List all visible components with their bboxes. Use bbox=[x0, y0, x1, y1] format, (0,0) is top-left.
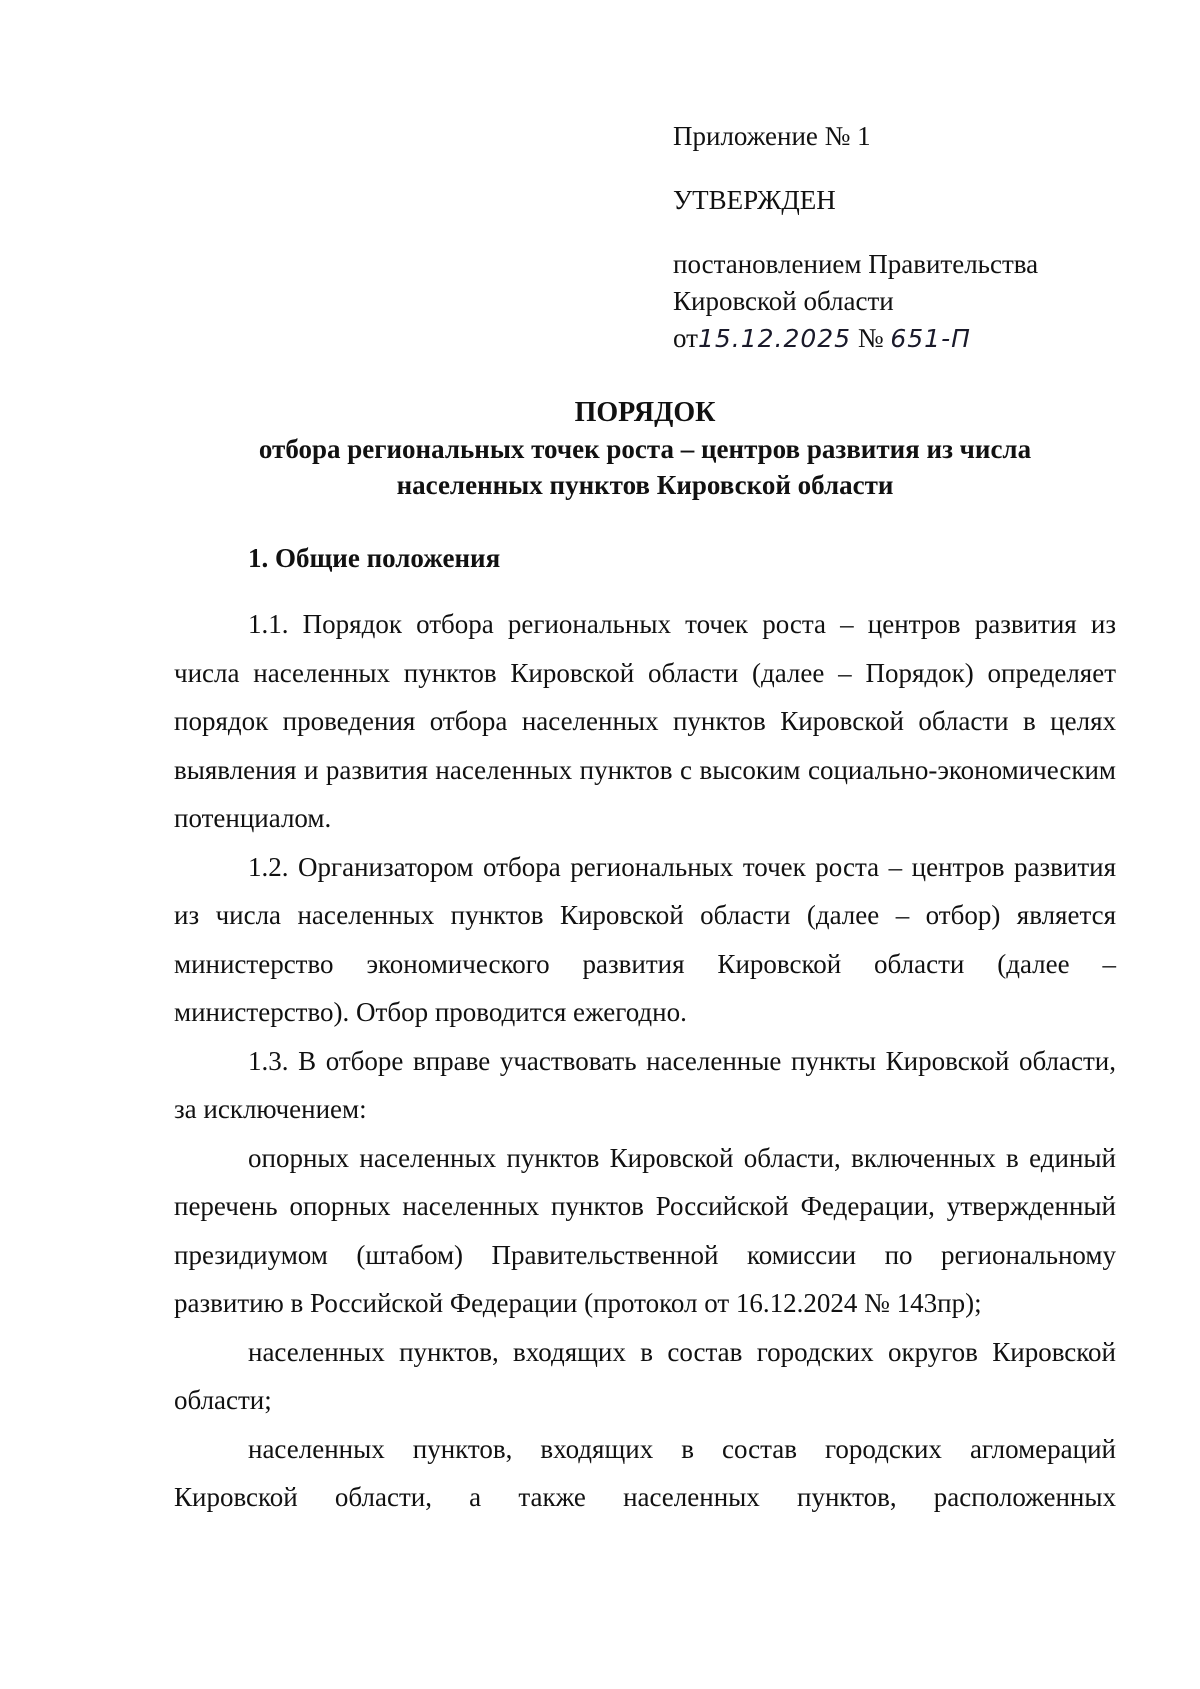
decree-line-1: постановлением Правительства bbox=[673, 249, 1039, 279]
number-prefix: № bbox=[857, 323, 884, 353]
handwritten-number: 651-П bbox=[890, 324, 971, 353]
exclusion-item-3: населенных пунктов, входящих в состав городских агломераций Кировской области, а также населенных пунктов, расположенных bbox=[174, 1433, 1116, 1512]
document-title-block bbox=[174, 395, 1116, 503]
document-subtitle-line-2: населенных пунктов Кировской области bbox=[396, 470, 894, 500]
exclusion-item-1: опорных населенных пунктов Кировской области, включенных в единый перечень опорных населенных пунктов Российской Федерации, утвержденный президиумом (штабом) Правительственной комиссии по региональному развитию в Российской Федерации (протокол от 16.12.2024 № 143пр); bbox=[174, 1142, 1116, 1318]
document-subtitle-line-1: отбора региональных точек роста – центров развития из числа bbox=[258, 434, 1032, 464]
section-heading: 1. Общие положения bbox=[248, 543, 501, 573]
decree-date-number bbox=[673, 320, 1113, 357]
paragraph-1-2: 1.2. Организатором отбора региональных точек роста – центров развития из числа населенных пунктов Кировской области (далее – отбор) является министерство экономического развития Кировской области (далее – министерство). Отбор проводится ежегодно. bbox=[174, 851, 1116, 1027]
approved-label: УТВЕРЖДЕН bbox=[673, 185, 836, 215]
document-body bbox=[174, 600, 1116, 1522]
paragraph-1-1: 1.1. Порядок отбора региональных точек роста – центров развития из числа населенных пунктов Кировской области (далее – Порядок) определяет порядок проведения отбора населенных пунктов Кировской области в целях выявления и развития населенных пунктов с высоким социально-экономическим потенциалом. bbox=[174, 609, 1116, 833]
approval-stamp-block bbox=[673, 118, 1113, 357]
exclusion-item-2: населенных пунктов, входящих в состав городских округов Кировской области; bbox=[174, 1336, 1116, 1415]
paragraph-1-3: 1.3. В отборе вправе участвовать населенные пункты Кировской области, за исключением: bbox=[174, 1045, 1116, 1124]
decree-line-2: Кировской области bbox=[673, 286, 894, 316]
appendix-label: Приложение № 1 bbox=[673, 121, 871, 151]
document-title: ПОРЯДОК bbox=[574, 397, 716, 428]
date-prefix: от bbox=[673, 323, 698, 353]
decree-reference bbox=[673, 246, 1113, 357]
handwritten-date: 15.12.2025 bbox=[697, 324, 852, 353]
